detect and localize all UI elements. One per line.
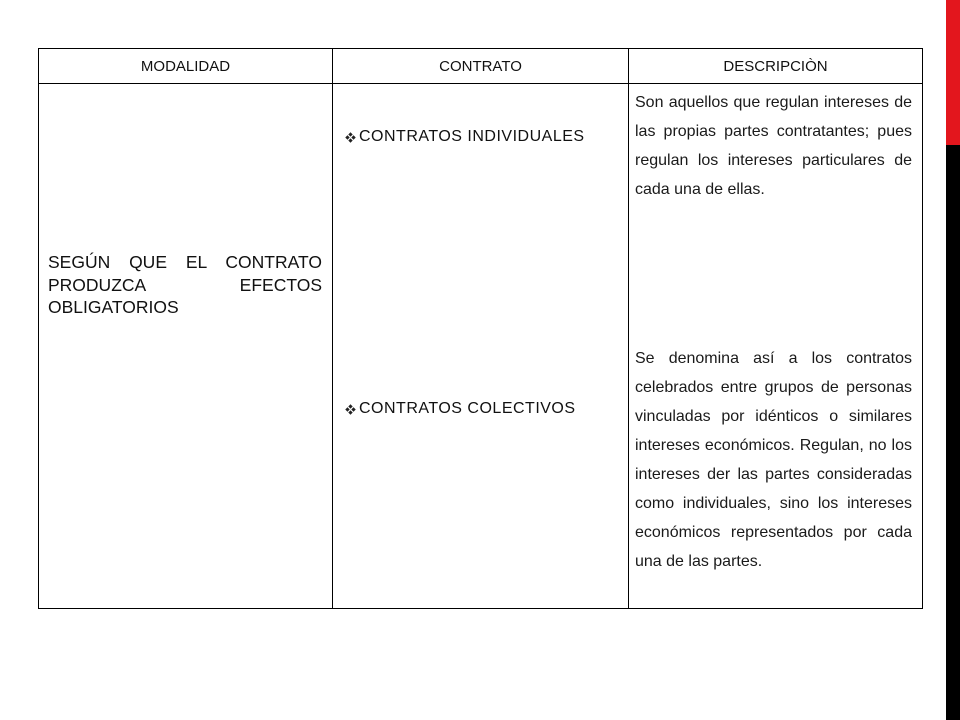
descripcion-individuales: Son aquellos que regulan intereses de las propias partes contratantes; pues regulan los intereses particulares de cada una de ellas.: [635, 94, 912, 198]
diamond-bullet-icon: [345, 132, 356, 143]
header-contrato: CONTRATO: [439, 57, 522, 75]
header-modalidad: MODALIDAD: [140, 57, 231, 75]
modalidad-cell-text: SEGÚN QUE EL CONTRATO PRODUZCA EFECTOS OBLIGATORIOS: [48, 252, 322, 317]
column-divider-2: [628, 48, 629, 609]
header-divider: [38, 83, 923, 84]
descripcion-colectivos: Se denomina así a los contratos celebrados entre grupos de personas vinculadas por idénticos o similares intereses económicos. Regulan, no los intereses der las partes consideradas como individuales, sino los intereses económicos representados por cada una de las partes.: [635, 350, 912, 570]
contrato-label: CONTRATOS INDIVIDUALES: [359, 128, 585, 145]
column-divider-1: [332, 48, 333, 609]
contrato-item-individuales: [345, 127, 585, 147]
diamond-bullet-icon: [345, 404, 356, 415]
accent-bar-red: [946, 0, 960, 145]
contrato-item-colectivos: [345, 399, 576, 419]
header-descripcion: DESCRIPCIÒN: [723, 57, 828, 75]
contrato-label: CONTRATOS COLECTIVOS: [359, 400, 576, 417]
accent-bar-black: [946, 145, 960, 720]
